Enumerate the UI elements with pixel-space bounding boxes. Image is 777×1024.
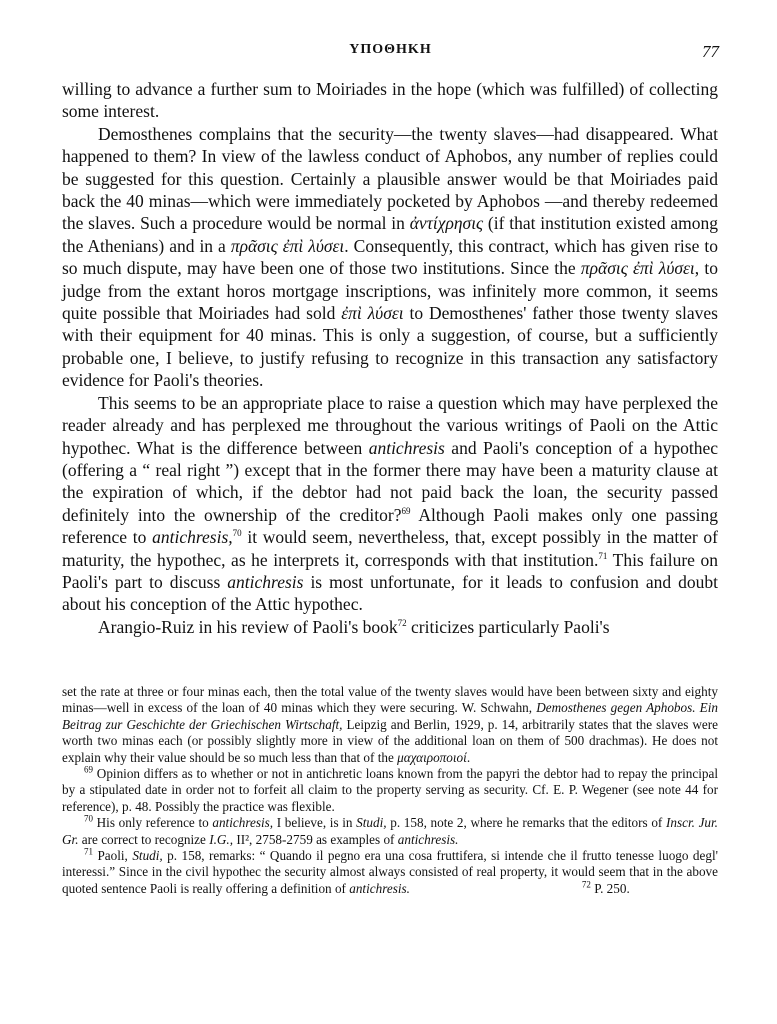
greek-term: μαχαιροποιοί bbox=[397, 749, 467, 765]
greek-term: πρᾶσις ἐπὶ λύσει bbox=[230, 235, 345, 256]
footnote-continuation: set the rate at three or four minas each, then the total value of the twenty slaves would have been between sixty and eighty minas—well in excess of the loan of 40 minas which they were securing. W. Schwahn, Demosthenes gegen Aphobos. Ein Beitrag zur Geschichte der Griechischen Wirtschaft, Leipzig and Berlin, 1929, p. 14, arbitrarily states that the slaves were worth two minas each (or possibly slightly more in view of the additional loan on them of 500 drachmas). He does not explain why their value should be so much less than that of the μαχαιροποιοί. bbox=[62, 684, 718, 765]
footnote-ref-69[interactable]: 69 bbox=[401, 505, 411, 516]
paragraph-2: Demosthenes complains that the security—the twenty slaves—had disappeared. What happened to them? In view of the lawless conduct of Aphobos, any number of replies could be suggested for this question. Certainly a plausible answer would be that Moiriades paid back the 40 minas—which were immediately pocketed by Aphobos —and thereby redeemed the slaves. Such a procedure would be normal in ἀντίχρησις (if that institution existed among the Athenians) and in a πρᾶσις ἐπὶ λύσει. Consequently, this contract, which has given rise to so much dispute, may have been one of those two institutions. Since the πρᾶσις ἐπὶ λύσει, to judge from the extant horos mortgage inscriptions, was infinitely more common, it seems quite possible that Moiriades had sold ἐπὶ λύσει to Demosthenes' father those twenty slaves with their equipment for 40 minas. This is only a suggestion, of course, but a sufficiently probable one, I believe, to justify refusing to recognize in this transaction any satisfactory evidence for Paoli's theories. bbox=[62, 123, 718, 391]
footnote-ref-72[interactable]: 72 bbox=[397, 617, 407, 628]
footnote-69: $^{69}$ Opinion differs as to whether or not in antichretic loans known from the papyri the debtor had to repay the principal by a stipulated date in order not to forfeit all claim to the property serving as security. Cf. E. P. Wegener (see note 44 for reference), p. 48. Possibly the practice was flexible. bbox=[62, 764, 718, 814]
greek-term: ἀντίχρησις bbox=[409, 213, 484, 234]
running-head: ΥΠΟΘΗΚΗ bbox=[349, 42, 432, 57]
footnote-70: $^{70}$ His only reference to antichresis, I believe, is in Studi, p. 158, note 2, where he remarks that the editors of Inscr. Jur. Gr. are correct to recognize I.G., II², 2758-2759 as examples of antichresis. bbox=[62, 813, 718, 847]
footnote-71: $^{71}$ Paoli, Studi, p. 158, remarks: “ Quando il pegno era una cosa fruttifera, si intende che il frutto tenesse luogo degl' interessi.” Since in the civil hypothec the security almost always consisted of real property, it would seem that in the above quoted sentence Paoli is really offering a definition of antichresis. $^{72}$ P. 250. bbox=[62, 846, 719, 896]
greek-term: ἐπὶ λύσει bbox=[341, 303, 404, 324]
greek-term: πρᾶσις ἐπὶ λύσει bbox=[580, 258, 695, 279]
footnote-ref-71[interactable]: 71 bbox=[598, 550, 608, 561]
paragraph-3: This seems to be an appropriate place to raise a question which may have perplexed the reader already and has perplexed me throughout the various writings of Paoli on the Attic hypothec. What is the difference between antichresis and Paoli's conception of a hypothec (offering a “ real right ”) except that in the former there may have been a maturity clause at the expiration of which, if the debtor had not paid back the loan, the security passed definitely into the ownership of the creditor?$^{69}$ Although Paoli makes only one passing reference to antichresis,$^{70}$ it would seem, nevertheless, that, except possibly in the matter of maturity, the hypothec, as he interprets it, corresponds with that institution.$^{71}$ This failure on Paoli's part to discuss antichresis is most unfortunate, for it leads to confusion and doubt about his conception of the Attic hypothec. bbox=[62, 392, 718, 615]
footnote-72: $^{72}$ P. 250. bbox=[581, 879, 630, 896]
footnote-ref-70[interactable]: 70 bbox=[232, 528, 242, 539]
paragraph-1: willing to advance a further sum to Moiriades in the hope (which was fulfilled) of collecting some interest. bbox=[62, 79, 718, 122]
main-text bbox=[62, 78, 718, 638]
paragraph-4: Arangio-Ruiz in his review of Paoli's book$^{72}$ criticizes particularly Paoli's bbox=[98, 616, 610, 637]
page-header bbox=[62, 42, 719, 66]
footnotes bbox=[62, 684, 718, 897]
page-number: 77 bbox=[702, 42, 719, 61]
